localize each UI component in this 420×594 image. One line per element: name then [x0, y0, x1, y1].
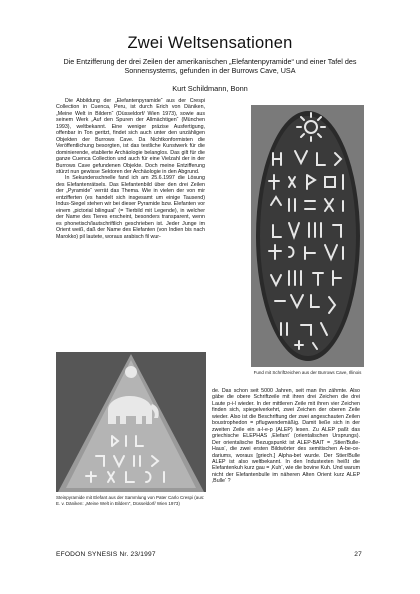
article-title: Zwei Weltsensationen: [127, 34, 293, 52]
paragraph: In Sekundenschnelle fand ich am 25.6.1997 die Lösung des Elefantenrätsels. Das Elefantenbild über den drei Zeilen der „Pyramide“ verrät das Thema. Wie in vielen der von mir entzifferten (es handelt sich insgesamt um einige Tausend) Indus-Siegel stehen wir bei dieser Pyramide bzw. Elefanten vor einem „pictorial bilingual“ (= Tierbild mit Legende), in welcher der Name des Tieres erscheint, besonders transparent, wenn es phonetisch/lautschriftlich geschrieben ist. Jeder Junge im Orient weiß, daß der Name des Elefanten (von Indien bis nach Marokko) pil lautete, woraus arabisch fil wur-: [56, 175, 205, 240]
burrows-cave-tablet-photo: [251, 105, 364, 367]
elephant-pyramid-photo: [56, 352, 206, 492]
photo-caption: Fund mit Schriftzeichen aus der Burrows Cave, Illinois: [253, 370, 362, 375]
paragraph: de. Das schon seit 5000 Jahren, seit man ihn zähmte. Also gäbe die obere Schriftzeile mit ihren drei Zeichen die drei Laute p-i-l wieder. In der mittleren Zeile mit ihren vier Zeichen finden sich, spiegelverkehrt, zwei Zeichen der oberen Zeile wieder. Also ist die Beschriftung der zwei angeschauten Zeilen boustrophedon = pflugwendemäßig. Damit ließe sich in der zweiten Zeile ein a-l-e-p (ALEP) lesen. Zu ALEP paßt das griechische ELEPHAS ‚Elefant‘ (orientalischen Ursprungs). Der orientalische Bezugspunkt ist ALEP-BAIT = ‚Stier/Bulle-Haus‘, die zwei ersten Bildwörter des semitischen A-be-ce-dariums, woraus [griech.] Alpha-bet wurde. Der Stier/Bulle ALEP ist also weltbekannt. In den Industexten heißt die Elefantenkuh kurz gau = ‚Kuh‘, wie die bovine Kuh. Und warum nicht der Elefantenbulle im näheren Alten Orient kurz ALEP ‚Bulle‘ ?: [212, 388, 360, 485]
paragraph: Die Abbildung der „Elefantenpyramide“ aus der Crespi Collection in Cuenca, Peru, ist durch Erich von Däniken, „Meine Welt in Bildern“ (Düsseldorf/ Wien 1973), sowie aus seinem Werk „Auf den Spuren der Allmächtigen“ (München 1993), weltbekannt. Eine weniger präzise Ausfertigung, offenbar in Ton geritzt, findet sich auch unter den unzähligen Objekten der Burrows Cave. Da Nichtkonformisten die Veröffentlichung besorgten, ist das textliche Kunstwerk für die dominierende, etablierte Archäologie belanglos. Das gilt für die ganze Cuenca Collection und auch für eine Vielzahl der in der Burrows Cave gefundenen Objekte. Doch meine Entzifferung stürzt nun gewisse Sektoren der Archäologie in den Abgrund.: [56, 98, 205, 175]
left-text-column: [56, 98, 205, 240]
page-number: 27: [354, 551, 362, 558]
article-subtitle: Die Entzifferung der drei Zeilen der amerikanischen „Elefantenpyramide“ und einer Tafel des Sonnensystems, gefunden in der Burrows Cave, USA: [63, 57, 357, 76]
right-text-column: [212, 388, 360, 485]
journal-footer: EFODON SYNESIS Nr. 23/1997: [56, 551, 156, 558]
photo-caption: Steinpyramide mit Elefant aus der Sammlung von Pater Carlo Crespi (aus: E. v. Däniken: „Meine Welt in Bildern“, Düsseldorf/ Wien 1973): [56, 495, 205, 506]
article-author: Kurt Schildmann, Bonn: [172, 84, 248, 93]
